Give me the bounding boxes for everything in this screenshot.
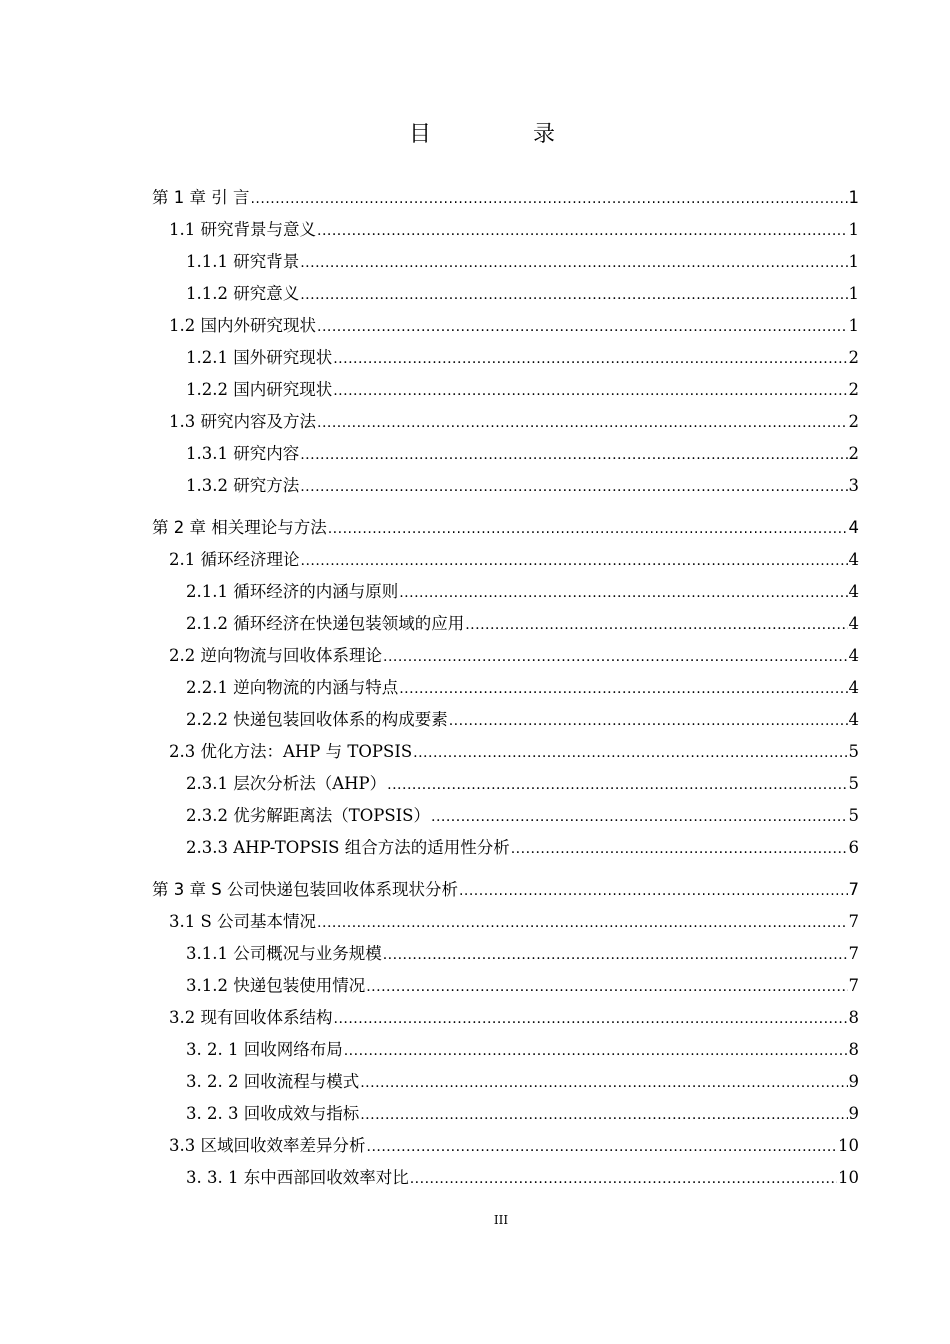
toc-entry-1-2[interactable] <box>152 312 859 344</box>
toc-label: 第 2 章 相关理论与方法 <box>152 518 327 537</box>
toc-label: 2.1 循环经济理论 <box>169 550 300 569</box>
toc-label: 2.2.1 逆向物流的内涵与特点 <box>186 678 399 697</box>
toc-label: 1.3 研究内容及方法 <box>169 412 316 431</box>
toc-label: 1.3.1 研究内容 <box>186 444 300 463</box>
toc-entry-2-3[interactable] <box>152 738 859 770</box>
toc-page-number: 7 <box>848 912 859 931</box>
toc-entry-1-3[interactable] <box>152 408 859 440</box>
toc-label: 3.1 S 公司基本情况 <box>169 912 317 931</box>
toc-label: 3.1.2 快递包装使用情况 <box>186 976 366 995</box>
toc-title: 目 录 <box>408 122 595 147</box>
toc-label: 3.1.1 公司概况与业务规模 <box>186 944 382 963</box>
dot-leader <box>333 351 847 367</box>
page-number-footer: III <box>493 1213 509 1227</box>
toc-label: 3. 2. 3 回收成效与指标 <box>186 1104 360 1123</box>
toc-page-number: 2 <box>848 412 859 431</box>
toc-page-number: 2 <box>848 380 859 399</box>
toc-entry-3-1[interactable] <box>152 908 859 940</box>
dot-leader <box>449 713 848 729</box>
toc-page-number: 7 <box>848 944 859 963</box>
toc-entry-3-2-1[interactable] <box>152 1036 859 1068</box>
dot-leader <box>317 915 847 931</box>
toc-entry-1-1[interactable] <box>152 216 859 248</box>
toc-page-number: 9 <box>848 1104 859 1123</box>
dot-leader <box>366 979 847 995</box>
toc-label: 2.2 逆向物流与回收体系理论 <box>169 646 382 665</box>
dot-leader <box>367 1139 838 1155</box>
dot-leader <box>399 681 847 697</box>
toc-label: 2.3.2 优劣解距离法（TOPSIS） <box>186 806 430 825</box>
dot-leader <box>301 553 848 569</box>
toc-page-number: 1 <box>848 252 859 271</box>
dot-leader <box>328 521 848 537</box>
toc-label: 第 3 章 S 公司快递包装回收体系现状分析 <box>152 880 458 899</box>
dot-leader <box>387 777 847 793</box>
toc-page-number: 8 <box>848 1008 859 1027</box>
toc-page-number: 1 <box>848 188 859 207</box>
toc-page-number: 2 <box>848 348 859 367</box>
toc-label: 3. 3. 1 东中西部回收效率对比 <box>186 1168 409 1187</box>
toc-label: 1.1.2 研究意义 <box>186 284 300 303</box>
dot-leader <box>360 1075 847 1091</box>
toc-page-number: 4 <box>848 582 859 601</box>
dot-leader <box>334 1011 848 1027</box>
toc-label: 2.1.2 循环经济在快递包装领域的应用 <box>186 614 465 633</box>
toc-page-number: 5 <box>848 774 859 793</box>
dot-leader <box>431 809 848 825</box>
toc-page-number: 4 <box>848 614 859 633</box>
toc-label: 3.3 区域回收效率差异分析 <box>169 1136 366 1155</box>
toc-entry-3-3[interactable] <box>152 1132 859 1164</box>
toc-entry-1-2-2[interactable] <box>152 376 859 408</box>
dot-leader <box>399 585 847 601</box>
toc-page-number: 1 <box>848 316 859 335</box>
toc-entry-2-2-1[interactable] <box>152 674 859 706</box>
toc-entry-3-3-1[interactable] <box>152 1164 859 1196</box>
toc-label: 2.3.1 层次分析法（AHP） <box>186 774 387 793</box>
toc-page-number: 6 <box>848 838 859 857</box>
toc-label: 3. 2. 1 回收网络布局 <box>186 1040 343 1059</box>
dot-leader <box>317 223 848 239</box>
toc-entry-2-3-1[interactable] <box>152 770 859 802</box>
dot-leader <box>317 415 848 431</box>
toc-entry-2-1-1[interactable] <box>152 578 859 610</box>
toc-page-number: 10 <box>838 1168 859 1187</box>
toc-label: 第 1 章 引 言 <box>152 188 250 207</box>
toc-page-number: 5 <box>848 742 859 761</box>
toc-label: 2.3 优化方法：AHP 与 TOPSIS <box>169 742 413 761</box>
toc-entry-chapter-1[interactable] <box>152 184 859 216</box>
toc-entry-2-3-3[interactable] <box>152 834 859 866</box>
toc-page-number: 4 <box>848 646 859 665</box>
toc-entry-1-1-1[interactable] <box>152 248 859 280</box>
toc-entry-3-1-1[interactable] <box>152 940 859 972</box>
dot-leader <box>300 255 847 271</box>
toc-page-number: 5 <box>848 806 859 825</box>
toc-page-number: 1 <box>848 220 859 239</box>
toc-label: 1.3.2 研究方法 <box>186 476 300 495</box>
toc-entry-2-2[interactable] <box>152 642 859 674</box>
toc-label: 3. 2. 2 回收流程与模式 <box>186 1072 360 1091</box>
dot-leader <box>413 745 847 761</box>
table-of-contents <box>152 184 859 1196</box>
toc-label: 2.1.1 循环经济的内涵与原则 <box>186 582 399 601</box>
toc-entry-1-1-2[interactable] <box>152 280 859 312</box>
toc-entry-1-3-1[interactable] <box>152 440 859 472</box>
dot-leader <box>333 383 847 399</box>
dot-leader <box>300 287 847 303</box>
toc-entry-2-1[interactable] <box>152 546 859 578</box>
toc-entry-1-2-1[interactable] <box>152 344 859 376</box>
dot-leader <box>465 617 847 633</box>
toc-page-number: 4 <box>848 678 859 697</box>
toc-label: 1.2.1 国外研究现状 <box>186 348 333 367</box>
toc-entry-chapter-2[interactable] <box>152 514 859 546</box>
dot-leader <box>300 447 847 463</box>
toc-label: 2.3.3 AHP-TOPSIS 组合方法的适用性分析 <box>186 838 510 857</box>
toc-page-number: 1 <box>848 284 859 303</box>
toc-entry-chapter-3[interactable] <box>152 876 859 908</box>
toc-label: 3.2 现有回收体系结构 <box>169 1008 333 1027</box>
toc-entry-2-1-2[interactable] <box>152 610 859 642</box>
toc-entry-3-2-3[interactable] <box>152 1100 859 1132</box>
toc-page-number: 10 <box>838 1136 859 1155</box>
dot-leader <box>383 649 848 665</box>
dot-leader <box>360 1107 847 1123</box>
toc-page-number: 7 <box>848 976 859 995</box>
toc-label: 1.1 研究背景与意义 <box>169 220 316 239</box>
toc-label: 1.2 国内外研究现状 <box>169 316 316 335</box>
toc-entry-3-2[interactable] <box>152 1004 859 1036</box>
toc-entry-3-2-2[interactable] <box>152 1068 859 1100</box>
toc-entry-2-2-2[interactable] <box>152 706 859 738</box>
toc-page-number: 4 <box>848 550 859 569</box>
dot-leader <box>344 1043 848 1059</box>
toc-page-number: 9 <box>848 1072 859 1091</box>
toc-label: 1.2.2 国内研究现状 <box>186 380 333 399</box>
toc-page-number: 3 <box>848 476 859 495</box>
dot-leader <box>383 947 848 963</box>
toc-entry-3-1-2[interactable] <box>152 972 859 1004</box>
dot-leader <box>511 841 848 857</box>
toc-entry-1-3-2[interactable] <box>152 472 859 504</box>
toc-page-number: 8 <box>848 1040 859 1059</box>
dot-leader <box>250 191 847 207</box>
toc-page-number: 4 <box>848 710 859 729</box>
toc-label: 2.2.2 快递包装回收体系的构成要素 <box>186 710 448 729</box>
dot-leader <box>300 479 847 495</box>
toc-page-number: 2 <box>848 444 859 463</box>
dot-leader <box>410 1171 837 1187</box>
toc-entry-2-3-2[interactable] <box>152 802 859 834</box>
toc-page-number: 4 <box>848 518 859 537</box>
toc-label: 1.1.1 研究背景 <box>186 252 300 271</box>
dot-leader <box>459 883 848 899</box>
toc-page-number: 7 <box>848 880 859 899</box>
dot-leader <box>317 319 848 335</box>
